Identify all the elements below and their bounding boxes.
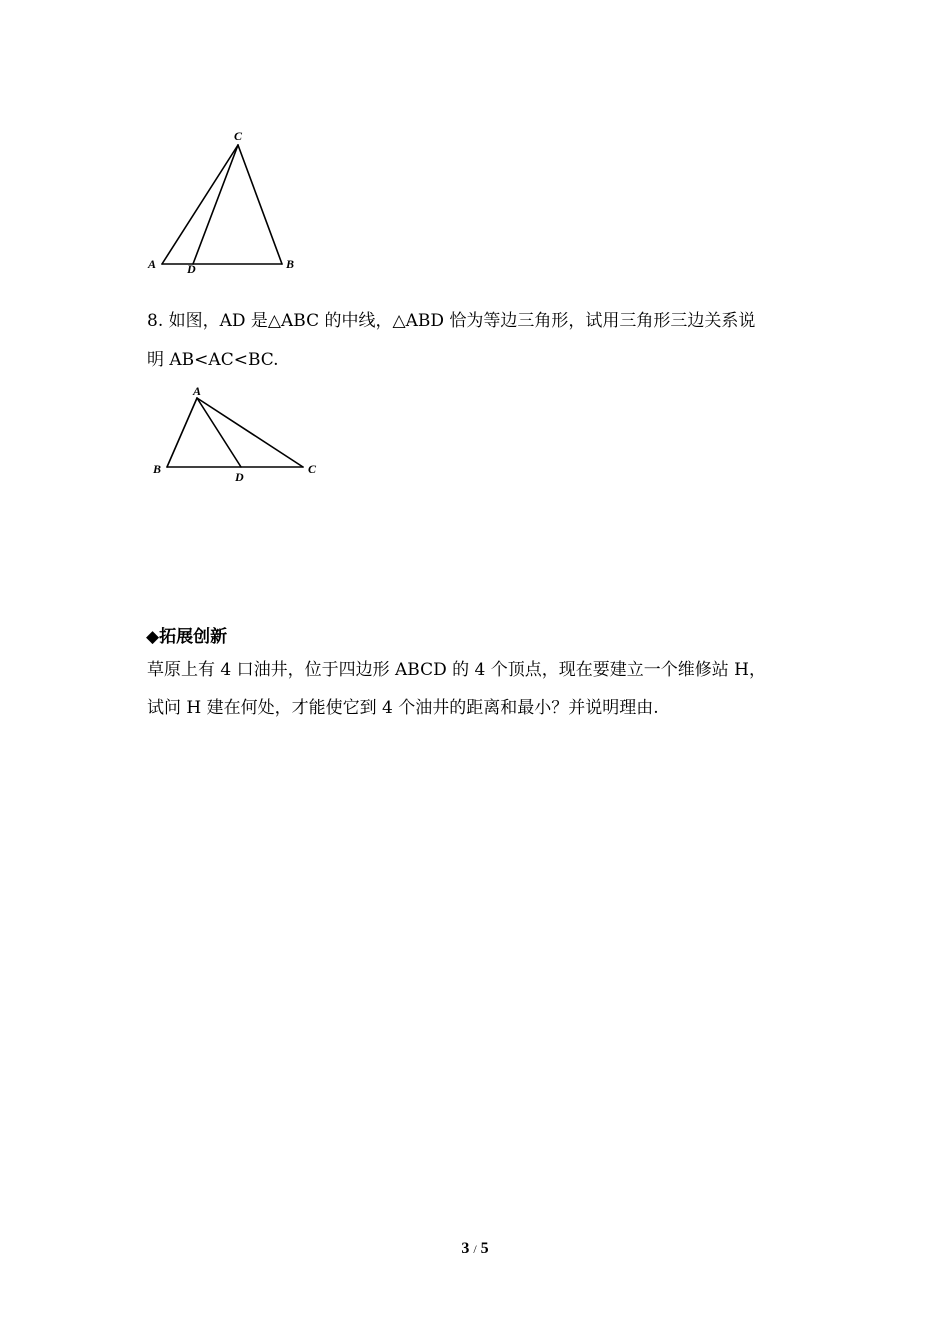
label-a: A xyxy=(193,384,202,398)
question-8-line-2: 明 AB<AC<BC. xyxy=(147,350,279,370)
page-separator: / xyxy=(473,1242,477,1256)
extension-heading: ◆拓展创新 xyxy=(146,627,228,647)
label-c: C xyxy=(308,462,317,476)
segment-ad xyxy=(197,398,241,467)
figure-triangle-abc-ad xyxy=(145,382,335,487)
extension-line-1: 草原上有 4 口油井，位于四边形 ABCD 的 4 个顶点，现在要建立一个维修站 H， xyxy=(147,660,767,680)
segment-ab xyxy=(167,398,197,467)
label-d: D xyxy=(187,262,196,276)
current-page: 3 xyxy=(461,1240,470,1257)
page-number xyxy=(0,1240,950,1258)
label-d: D xyxy=(235,470,244,484)
question-8-line-1: 8. 如图，AD 是△ABC 的中线，△ABD 恰为等边三角形，试用三角形三边关系说 xyxy=(147,311,756,331)
total-pages: 5 xyxy=(480,1240,489,1257)
label-b: B xyxy=(153,462,162,476)
extension-line-2: 试问 H 建在何处，才能使它到 4 个油井的距离和最小？并说明理由. xyxy=(147,698,659,718)
segment-ac xyxy=(197,398,303,467)
segment-cb xyxy=(238,145,282,264)
figure-triangle-abc-cd xyxy=(140,125,310,280)
label-a: A xyxy=(148,257,157,271)
label-c: C xyxy=(234,129,243,143)
label-b: B xyxy=(286,257,295,271)
